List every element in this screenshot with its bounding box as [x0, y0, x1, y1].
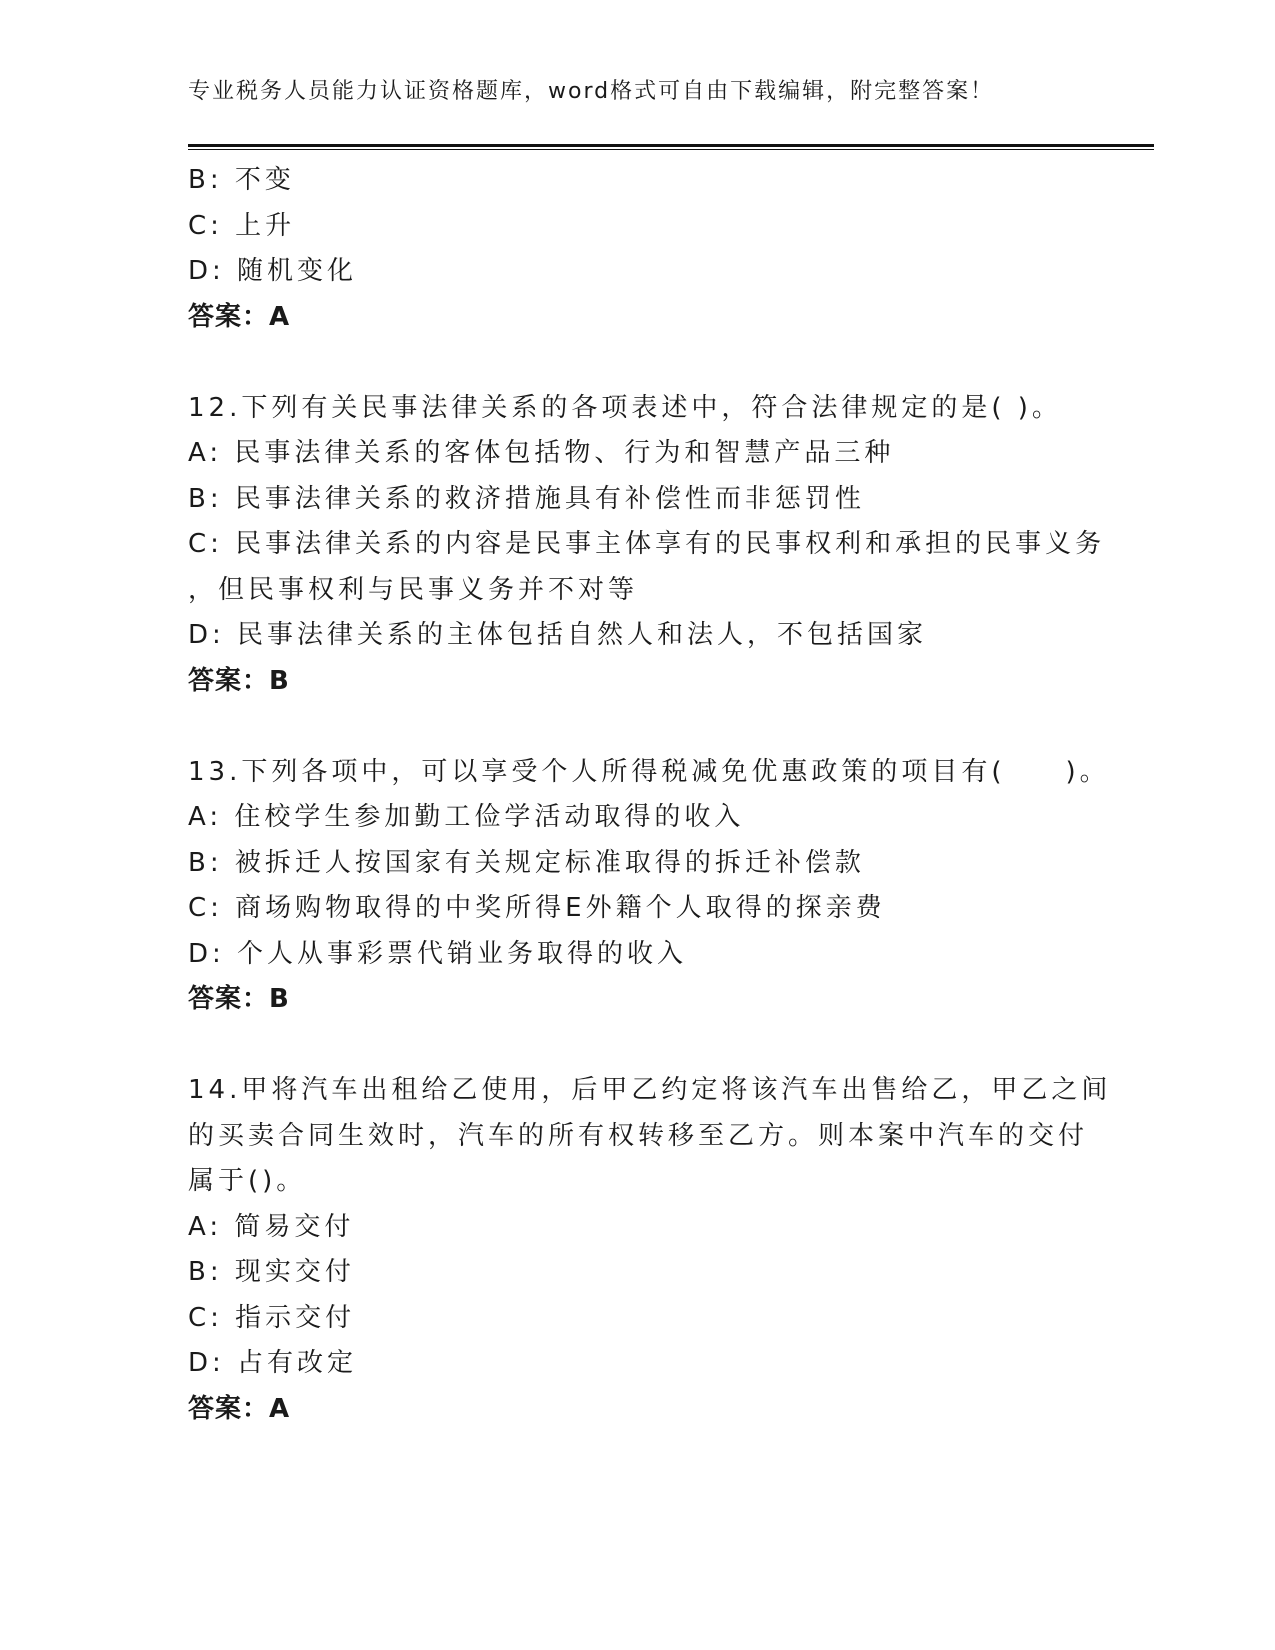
header-rule-thick [188, 144, 1154, 147]
header-rule-thin [188, 149, 1154, 150]
question-block [188, 1068, 1112, 1432]
option-line: D: 随机变化 [188, 256, 358, 286]
option-line: A: 简易交付 [188, 1211, 355, 1242]
option-line: A: 民事法律关系的客体包括物、行为和智慧产品三种 [188, 438, 895, 468]
answer-line: 答案：B [188, 665, 290, 696]
option-line: A: 住校学生参加勤工俭学活动取得的收入 [188, 802, 745, 832]
question-block [188, 158, 1088, 340]
option-line: B: 不变 [188, 165, 295, 195]
option-line: C: 民事法律关系的内容是民事主体享有的民事权利和承担的民事义务 [188, 529, 1106, 559]
question-stem: 13.下列各项中，可以享受个人所得税减免优惠政策的项目有( )。 [188, 756, 1110, 787]
question-stem-continued: 的买卖合同生效时，汽车的所有权转移至乙方。则本案中汽车的交付 [188, 1120, 1089, 1151]
question-stem-continued: 属于()。 [188, 1166, 307, 1196]
option-line: C: 上升 [188, 210, 296, 241]
option-line: B: 民事法律关系的救济措施具有补偿性而非惩罚性 [188, 483, 865, 514]
option-line: D: 占有改定 [188, 1348, 358, 1378]
option-line: C: 指示交付 [188, 1302, 356, 1333]
question-list [188, 158, 1112, 1432]
answer-line: 答案：A [188, 1393, 291, 1424]
option-line: B: 被拆迁人按国家有关规定标准取得的拆迁补偿款 [188, 847, 865, 878]
answer-line: 答案：A [188, 301, 291, 332]
question-stem: 12.下列有关民事法律关系的各项表述中，符合法律规定的是( )。 [188, 392, 1062, 423]
question-stem: 14.甲将汽车出租给乙使用，后甲乙约定将该汽车出售给乙，甲乙之间 [188, 1075, 1112, 1105]
option-line-continued: ，但民事权利与民事义务并不对等 [188, 574, 639, 605]
question-block [188, 750, 1110, 1023]
page-header: 专业税务人员能力认证资格题库，word格式可自由下载编辑，附完整答案！ [188, 79, 995, 104]
option-line: D: 个人从事彩票代销业务取得的收入 [188, 938, 688, 969]
option-line: D: 民事法律关系的主体包括自然人和法人，不包括国家 [188, 620, 928, 650]
question-block [188, 386, 1106, 705]
option-line: C: 商场购物取得的中奖所得E外籍个人取得的探亲费 [188, 893, 886, 923]
option-line: B: 现实交付 [188, 1257, 355, 1287]
answer-line: 答案：B [188, 984, 290, 1014]
